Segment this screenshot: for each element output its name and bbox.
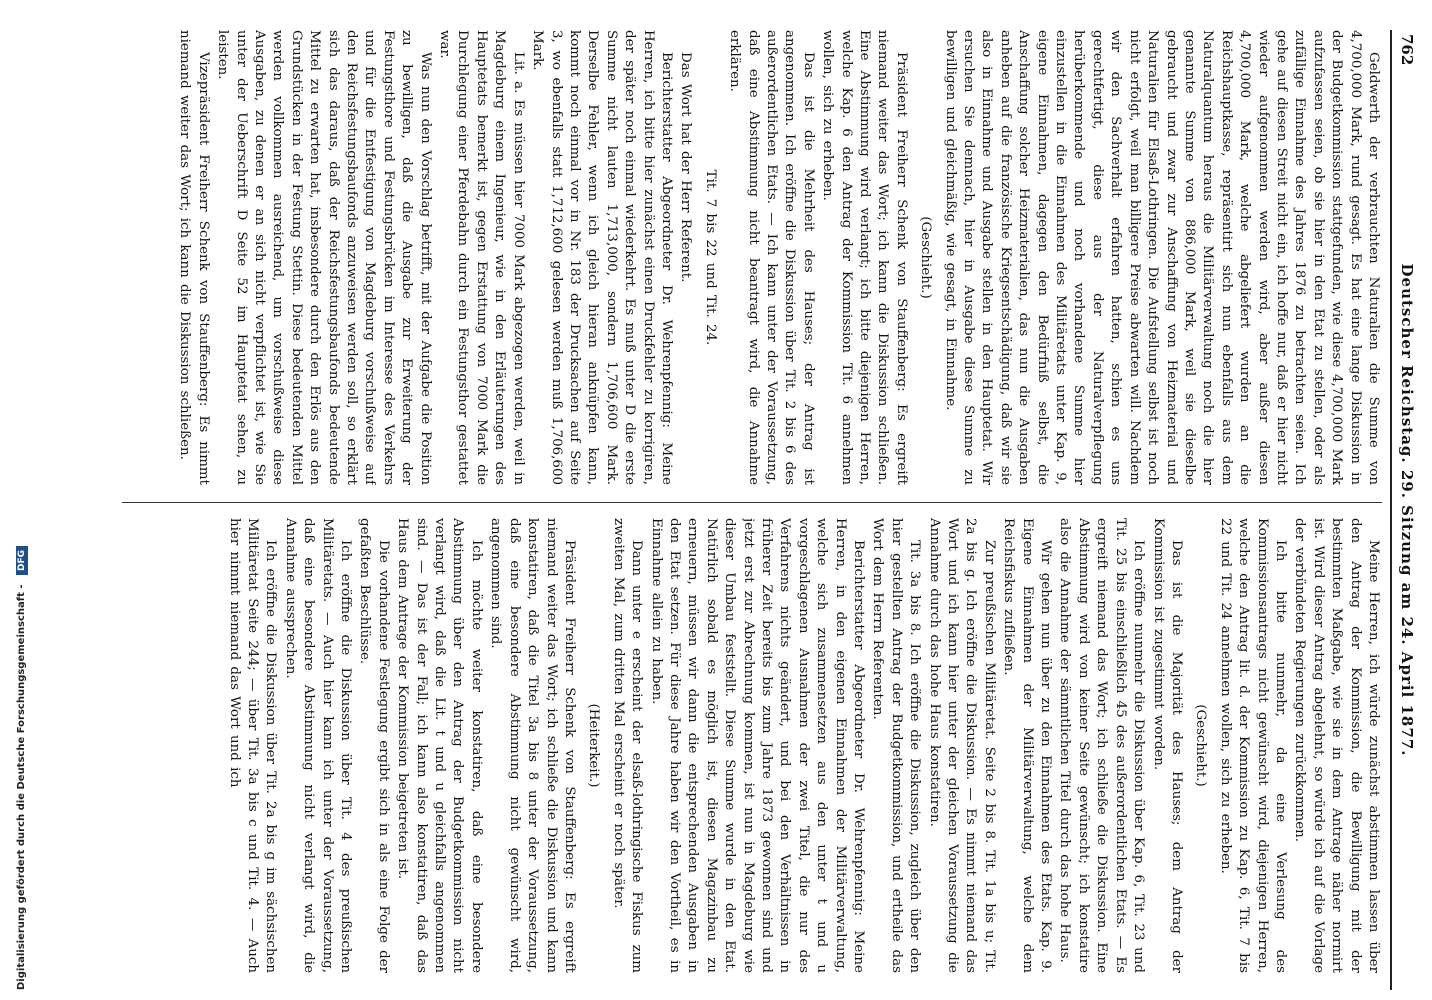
paragraph: Ich eröffne nunmehr die Diskussion über Kap. 6, Tit. 23 und Tit. 25 bis einschließlich 45 des außerordentlichen Etats. — Es ergreift niemand das Wort; ich schließe die Diskussion. Eine Abstimmung wird von keiner Seite gewünscht; ich konstatire also die Annahme der sämmtlichen Titel durch das hohe Haus.	[1057, 518, 1147, 973]
paragraph: Das Wort hat der Herr Referent.	[678, 52, 694, 283]
paragraph: Das ist die Mehrheit des Hauses; der Antrag ist angenommen. Ich eröffne die Diskussion über Tit. 2 bis 6 des außerordentlichen Etats. — Ich kann unter der Voraussetzung, daß eine Abstimmung nicht beantragt wird, die Annahme erklären.	[727, 30, 816, 485]
paragraph: Was nun den Vorschlag betrifft, mit der Aufgabe die Position zu bewilligen, daß die Ausgabe zur Erweiterung der Festungsthore und Festungsbrücken im Interesse des Verkehrs und für die Entfestigung von Magdeburg vorschußweise auf den Reichsfestungsbaufonds anzuweisen werden soll, so erklärt sich das daraus, daß der Reichsfestungsbaufonds bedeutende Mittel zu erwarten hat, insbesondere durch den Erlös aus den Grundstücken in der Festung Stettin. Diese bedeutenden Mittel werden vollkommen ausreichend, um vorschußweise diese Ausgaben, zu denen er an sich nicht verpflichtet ist, wie Sie unter der Ueberschrift D Seite 52 im Hauptetat sehen, zu leisten.	[215, 30, 433, 485]
header-rule	[1390, 30, 1392, 990]
dfg-logo-icon: DFG	[16, 546, 28, 575]
paragraph: Die vorhandene Festlegung ergibt sich in als eine Folge der gefaßten Beschlüsse.	[357, 518, 391, 973]
section-heading: Tit. 7 bis 22 und Tit. 24.	[702, 169, 718, 346]
paragraph: Zur preußischen Militäretat. Seite 2 bis 8. Tit. 1a bis u; Tit. 2a bis g. Ich eröffne die Diskussion. — Es nimmt niemand das Wort und ich kann hier unter der gleichen Voraussetzung die Annahme durch das hohe Haus konstatiren.	[926, 518, 997, 973]
text-column-right	[112, 518, 1382, 973]
text-column-left	[112, 30, 1382, 485]
paragraph: Ich eröffne die Diskussion über Tit. 4 des preußischen Militäretats. — Auch hier kann ich unter der Voraussetzung, daß eine besondere Abstimmung nicht verlangt wird, die Annahme aussprechen.	[282, 518, 354, 973]
column-divider	[122, 502, 1382, 503]
paragraph: Geldwerth der verbrauchten Naturalien die Summe von 4,700,000 Mark, rund gesagt. Es hat eine lange Diskussion in der Budgetkommission stattgefunden, wie diese 4,700,000 Mark aufzufassen seien, ob sie hier in den Etat zu stellen, oder als zufällige Einnahme des Jahres 1876 zu betrachten seien. Ich gehe auf diesen Streit nicht ein, ich hoffe nur, daß er hier nicht wieder aufgenommen werden wird, aber außer diesen 4,700,000 Mark, welche abgeliefert wurden an die Reichshauptkasse, repräsentirt sich nun ebenfalls aus dem Naturalquantum heraus die Militärverwaltung noch die hier genannte Summe von 886,000 Mark, weil sie dieselbe gebraucht und zwar zur Anschaffung von Heizmaterial und Naturalien für Elsaß-Lothringen. Die Aufstellung selbst ist noch nicht erfolgt, weil man billigere Preise abwarten will. Nachdem wir den Sachverhalt erfahren hatten, schien es uns gerechtfertigt, diese aus der Naturalverpflegung herüberkommende und noch vorhandene Summe hier einzustellen in die Einnahmen des Militäretats unter Kap. 9, eigene Einnahmen, dagegen den Bedürfniß selbst, die Anschaffung solcher Heizmaterialien, das nun die Ausgaben anheben auf die französische Kriegsentschädigung, daß wir sie also in Einnahme und Ausgabe stellen in den Hauptetat. Wir ersuchen Sie demnach, hier in Ausgabe diese Summe zu bewilligen und gleichmäßig, wie gesagt, in Einnahme.	[942, 30, 1381, 485]
paragraph: Ich bitte nunmehr, da eine Verlesung des Kommissionsantrags nicht gewünscht wird, diejenigen Herren, welche den Antrag lit. d. der Kommission zu Kap. 6, Tit. 7 bis 22 und Tit. 24 annehmen wollen, sich zu erheben.	[1217, 518, 1288, 973]
paragraph: Tit. 3a bis 8. Ich eröffne die Diskussion, zugleich über den hier gestellten Antrag der Budgetkommission, und ertheile das Wort dem Herrn Referenten.	[870, 518, 923, 973]
paragraph: Ich eröffne die Diskussion über Tit. 2a bis g im sächsischen Militäretat Seite 244; — über Tit. 3a bis c und Tit. 4. — Auch hier nimmt niemand das Wort und ich	[226, 518, 279, 973]
paragraph: Wir gehen nun über zu den Einnahmen des Etats. Kap. 9. Eigene Einnahmen der Militärverwaltung, welche dem Reichsfiskus zufließen.	[1001, 518, 1054, 973]
rotated-document-page	[96, 30, 1416, 990]
page-number: 762	[1398, 34, 1416, 66]
stage-direction: (Heiterkeit.)	[586, 703, 602, 788]
digitization-credit	[16, 546, 28, 990]
paragraph: Vizepräsident Freiherr Schenk von Stauffenberg: Es nimmt niemand weiter das Wort; ich kann die Diskussion schließen.	[177, 30, 211, 485]
stage-direction: (Geschieht.)	[918, 216, 934, 299]
paragraph: Präsident Freiherr Schenk von Stauffenberg: Es ergreift niemand weiter das Wort; ich kann die Diskussion schließen. Eine Abstimmung wird verlangt; ich bitte diejenigen Herren, welche Kap. 6 den Antrag der Kommission Tit. 6 annehmen wollen, sich zu erheben.	[820, 30, 909, 485]
paragraph: Berichterstatter Abgeordneter Dr. Wehrenpfennig: Meine Herren, ich bitte hier zunächst einen Druckfehler zu korrigiren, der später noch einmal wiederkehrt. Es muß unter D die erste Summe nicht lauten 1,713,000, sondern 1,706,600 Mark. Derselbe Fehler, wenn ich gleich hieran anknüpfen kann, kommt noch einmal vor in Nr. 183 der Drucksachen auf Seite 3, wo ebenfalls statt 1,712,600 gelesen werden muß 1,706,600 Mark.	[530, 30, 674, 485]
paragraph: Meine Herren, ich würde zunächst abstimmen lassen über den Antrag der Kommission, die Bewilligung mit der bestimmten Maßgabe, wie sie in dem Antrage näher normirt ist. Wird dieser Antrag abgelehnt, so würde ich auf die Vorlage der verbündeten Regierungen zurückkommen.	[1292, 518, 1381, 973]
paragraph: Berichterstatter Abgeordneter Dr. Wehrenpfennig: Meine Herren, in den eigenen Einnahmen der Militärverwaltung, welche sich zusammensetzen aus den unter t und u vorgeschlagenen Ausnahmen der zwei Titel, die nur des Verfahrens nichts geändert, und bei den Verhältnissen in früherer Zeit bereits bis zum Jahre 1873 gewonnen sind und jetzt erst zur Abrechnung kommen, ist nun in Magdeburg wie dieser Umbau feststellt. Diese Summe wurde in den Etat. Natürlich sobald es möglich ist, diesen Magazinbau zu erneuern, müssen wir dann die entsprechenden Ausgaben in den Etat setzen. Für diese Jahre haben wir den Vortheil, es in Einnahme allein zu haben.	[648, 518, 867, 973]
paragraph: Dann unter e erscheint der elsaß-lothringische Fiskus zum zweiten Mal, zum dritten Mal erscheint er noch später.	[610, 518, 645, 973]
stage-direction: (Geschieht.)	[1193, 704, 1209, 787]
paragraph: Ich möchte weiter konstatiren, daß eine besondere Abstimmung über den Antrag der Budgetkommission nicht verlangt wird, daß die Lit. t und u gleichfalls angenommen sind. — Das ist der Fall; ich kann also konstatiren, daß das Haus dem Antrage der Kommission beigetreten ist.	[395, 518, 484, 973]
page-header	[1394, 30, 1416, 990]
paragraph: Präsident Freiherr Schenk von Stauffenberg: Es ergreift niemand weiter das Wort; ich schließe die Diskussion und kann konstatiren, daß die Titel 3a bis 8 unter der Voraussetzung, daß eine besondere Abstimmung nicht gewünscht wird, angenommen sind.	[488, 518, 577, 973]
credit-text: Digitalisierung gefördert durch die Deutsche Forschungsgemeinschaft -	[16, 584, 27, 990]
paragraph: Lit. a. Es müssen hier 7000 Mark abgezogen werden, weil in Magdeburg einem Ingenieur, wie in den Erläuterungen des Hauptetats bemerkt ist, gegen Erstattung von 7000 Mark die Durchlegung einer Pferdebahn durch ein Festungsthor gestattet war.	[437, 30, 526, 485]
paragraph: Das ist die Majorität des Hauses; dem Antrag der Kommission ist zugestimmt worden.	[1150, 518, 1184, 973]
page-title: Deutscher Reichstag. 29. Sitzung am 24. April 1877.	[1398, 263, 1416, 757]
